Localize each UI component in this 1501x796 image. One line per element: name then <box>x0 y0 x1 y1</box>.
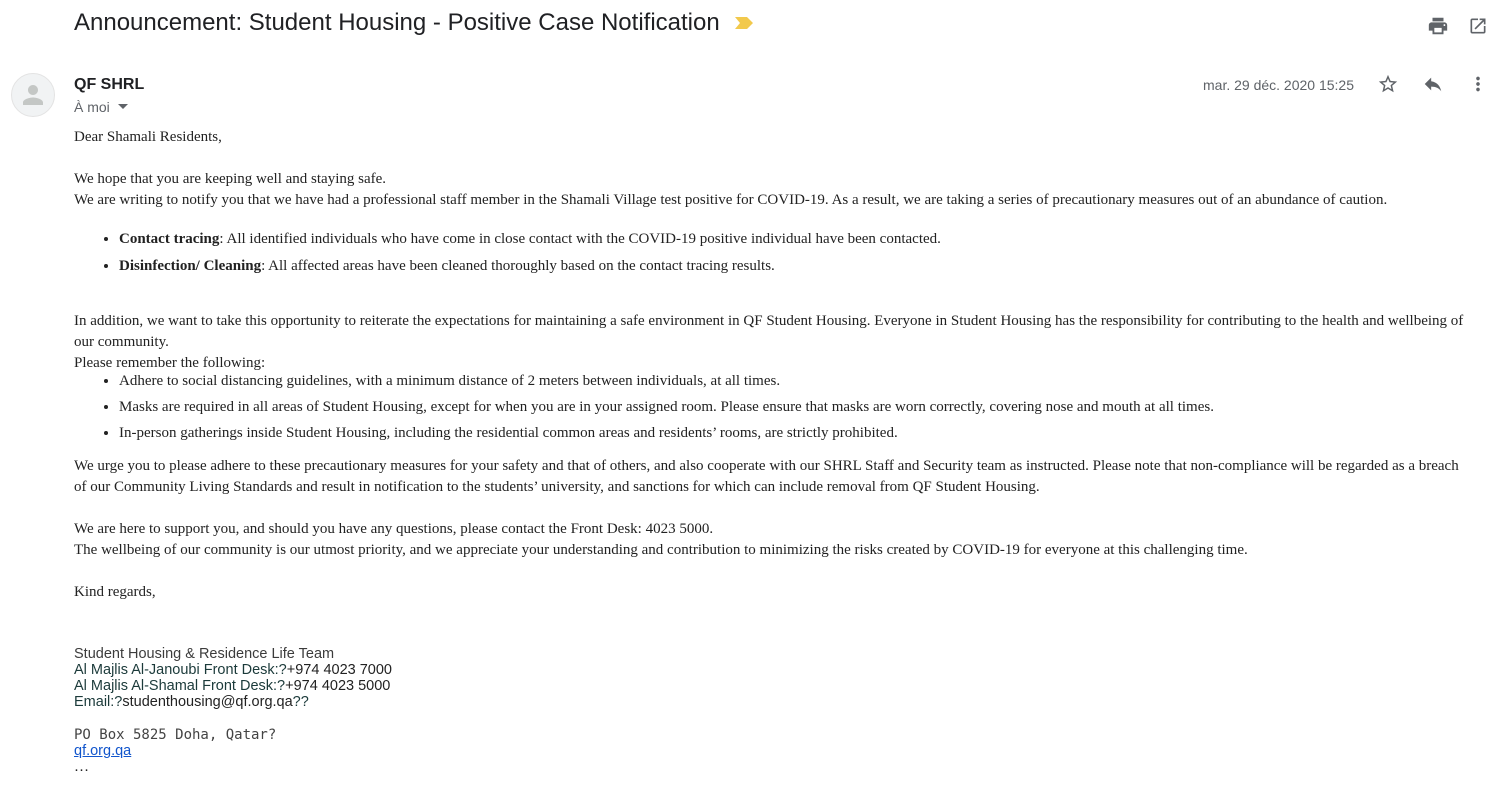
phone-number: +974 4023 5000 <box>285 678 391 694</box>
body-paragraph: We are writing to notify you that we have had a professional staff member in the Shamali Village test positive for COVID-19. As a result, we are taking a series of precautionary measures out of an abundance of caution. <box>74 192 1388 208</box>
signature-phone-line <box>74 678 392 694</box>
reply-icon[interactable] <box>1419 70 1447 98</box>
remember-intro: Please remember the following: <box>74 355 266 371</box>
phone-label: Al Majlis Al-Janoubi Front Desk:? <box>74 662 287 678</box>
measure-title: Disinfection/ Cleaning <box>119 258 262 274</box>
recipient-details-toggle[interactable] <box>74 99 128 115</box>
open-in-new-window-icon[interactable] <box>1466 14 1490 38</box>
list-item: • Adhere to social distancing guidelines, with a minimum distance of 2 meters between individuals, at all times. <box>119 371 1474 392</box>
email-signature <box>74 646 392 775</box>
po-box: PO Box 5825 Doha, Qatar? <box>74 727 277 743</box>
importance-marker-icon[interactable] <box>734 16 754 30</box>
list-item <box>119 229 1474 250</box>
website-link[interactable]: qf.org.qa <box>74 743 132 759</box>
email-label: Email:? <box>74 694 123 710</box>
measure-text: : All affected areas have been cleaned thoroughly based on the contact tracing results. <box>261 258 775 274</box>
signature-phone-line <box>74 662 392 678</box>
email-address: studenthousing@qf.org.qa <box>122 694 293 710</box>
rules-list <box>74 371 1474 444</box>
body-paragraph: In addition, we want to take this opportunity to reiterate the expectations for maintaining a safe environment in QF Student Housing. Everyone in Student Housing has the responsibility for contributing to the health and wellbeing of our community. <box>74 313 1464 350</box>
list-item: • In-person gatherings inside Student Housing, including the residential common areas and residents’ rooms, are strictly prohibited. <box>119 423 1474 444</box>
recipient-label: À moi <box>74 99 110 115</box>
signature-team: Student Housing & Residence Life Team <box>74 646 335 662</box>
greeting: Dear Shamali Residents, <box>74 129 222 145</box>
default-avatar-icon[interactable] <box>11 73 55 117</box>
body-paragraph: We urge you to please adhere to these precautionary measures for your safety and that of others, and also cooperate with our SHRL Staff and Security team as instructed. Please note that non-compliance will be regarded as a breach of our Community Living Standards and result in notification to the students’ university, and sanctions for which can include removal from QF Student Housing. <box>74 458 1459 495</box>
star-icon[interactable] <box>1374 70 1402 98</box>
trimmed-content-toggle[interactable]: … <box>74 759 89 775</box>
email-suffix: ?? <box>292 694 309 710</box>
email-subject <box>74 9 754 37</box>
email-date: mar. 29 déc. 2020 15:25 <box>1203 77 1354 93</box>
subject-text: Announcement: Student Housing - Positive Case Notification <box>74 9 720 36</box>
measure-title: Contact tracing <box>119 231 220 247</box>
body-paragraph: The wellbeing of our community is our utmost priority, and we appreciate your understanding and contribution to minimizing the risks created by COVID-19 for everyone at this challenging time. <box>74 542 1248 558</box>
phone-label: Al Majlis Al-Shamal Front Desk:? <box>74 678 286 694</box>
measures-list <box>74 229 1474 277</box>
closing: Kind regards, <box>74 584 156 600</box>
body-paragraph: We are here to support you, and should you have any questions, please contact the Front Desk: 4023 5000. <box>74 521 714 537</box>
caret-down-icon <box>118 104 128 110</box>
list-item: • Masks are required in all areas of Student Housing, except for when you are in your assigned room. Please ensure that masks are worn correctly, covering nose and mouth at all times. <box>119 397 1474 418</box>
list-item <box>119 256 1474 277</box>
signature-email-line <box>74 694 392 710</box>
phone-number: +974 4023 7000 <box>286 662 392 678</box>
body-paragraph: We hope that you are keeping well and staying safe. <box>74 171 387 187</box>
print-icon[interactable] <box>1426 14 1450 38</box>
more-vert-icon[interactable] <box>1464 70 1492 98</box>
sender-name[interactable]: QF SHRL <box>74 76 145 93</box>
measure-text: : All identified individuals who have come in close contact with the COVID-19 positive individual have been contacted. <box>219 231 941 247</box>
message-body <box>74 127 1474 603</box>
